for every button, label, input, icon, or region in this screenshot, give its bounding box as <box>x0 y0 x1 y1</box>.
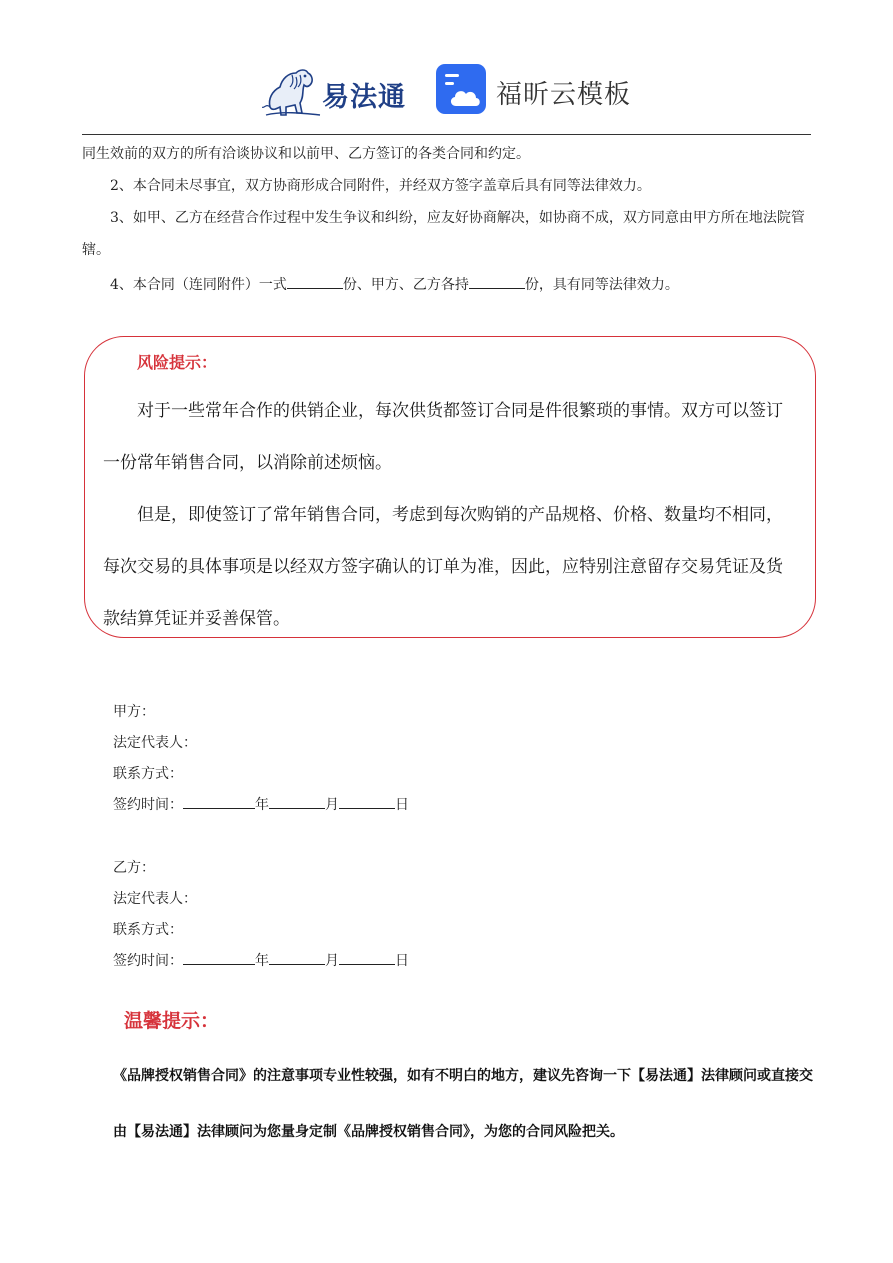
party-a-day-blank[interactable] <box>339 794 395 809</box>
clause-item-2: 2、本合同未尽事宜，双方协商形成合同附件，并经双方签字盖章后具有同等法律效力。 <box>110 178 651 194</box>
risk-notice-title: 风险提示： <box>137 353 218 372</box>
document-header <box>0 55 893 125</box>
party-a-signature-block <box>113 697 409 821</box>
risk-notice-paragraph-1: 对于一些常年合作的供销企业，每次供货都签订合同是件很繁琐的事情。双方可以签订一份常年销售合同，以消除前述烦恼。 <box>103 401 783 473</box>
copies-total-blank[interactable] <box>287 274 343 289</box>
clause-item-4-part-a: 4、本合同（连同附件）一式 <box>110 277 287 293</box>
party-a-month-label: 月 <box>325 797 339 813</box>
party-b-day-label: 日 <box>395 953 409 969</box>
cloud-document-icon <box>436 64 486 114</box>
clause-item-4-part-b: 份、甲方、乙方各持 <box>342 277 469 293</box>
party-a-name-label: 甲方： <box>113 704 155 720</box>
party-b-contact-label: 联系方式： <box>113 922 183 938</box>
party-a-year-blank[interactable] <box>183 794 255 809</box>
party-a-date-label: 签约时间： <box>113 797 183 813</box>
party-b-year-blank[interactable] <box>183 950 255 965</box>
party-b-day-blank[interactable] <box>339 950 395 965</box>
clause-item-3: 3、如甲、乙方在经营合作过程中发生争议和纠纷，应友好协商解决，如协商不成，双方同意由甲方所在地法院管辖。 <box>82 210 805 258</box>
party-b-name-label: 乙方： <box>113 860 155 876</box>
foxit-cloud-template-text: 福昕云模板 <box>496 80 632 110</box>
copies-each-blank[interactable] <box>469 274 525 289</box>
yifatong-logo-text: 易法通 <box>322 82 406 113</box>
foxit-cloud-template-logo <box>436 64 646 120</box>
party-b-year-label: 年 <box>255 953 269 969</box>
warm-tip-title: 温馨提示： <box>124 1010 220 1032</box>
party-a-month-blank[interactable] <box>269 794 325 809</box>
horse-emblem-icon <box>262 63 322 119</box>
party-b-signature-block <box>113 853 409 977</box>
risk-notice-box <box>84 336 816 638</box>
yifatong-logo <box>262 63 412 119</box>
party-a-year-label: 年 <box>255 797 269 813</box>
clause-item-4 <box>82 274 812 293</box>
party-a-day-label: 日 <box>395 797 409 813</box>
clause-continuation: 同生效前的双方的所有洽谈协议和以前甲、乙方签订的各类合同和约定。 <box>82 146 530 162</box>
party-b-month-label: 月 <box>325 953 339 969</box>
party-b-month-blank[interactable] <box>269 950 325 965</box>
header-divider <box>82 134 811 135</box>
clause-item-4-part-c: 份，具有同等法律效力。 <box>524 277 679 293</box>
party-a-date-row <box>113 790 409 821</box>
warm-tip-body: 《品牌授权销售合同》的注意事项专业性较强，如有不明白的地方，建议先咨询一下【易法通】法律顾问或直接交由【易法通】法律顾问为您量身定制《品牌授权销售合同》，为您的合同风险把关。 <box>113 1068 813 1140</box>
party-a-representative-label: 法定代表人： <box>113 735 197 751</box>
party-b-date-label: 签约时间： <box>113 953 183 969</box>
party-b-representative-label: 法定代表人： <box>113 891 197 907</box>
party-a-contact-label: 联系方式： <box>113 766 183 782</box>
risk-notice-paragraph-2: 但是，即使签订了常年销售合同，考虑到每次购销的产品规格、价格、数量均不相同，每次交易的具体事项是以经双方签字确认的订单为准，因此，应特别注意留存交易凭证及货款结算凭证并妥善保管。 <box>103 505 783 629</box>
party-b-date-row <box>113 946 409 977</box>
